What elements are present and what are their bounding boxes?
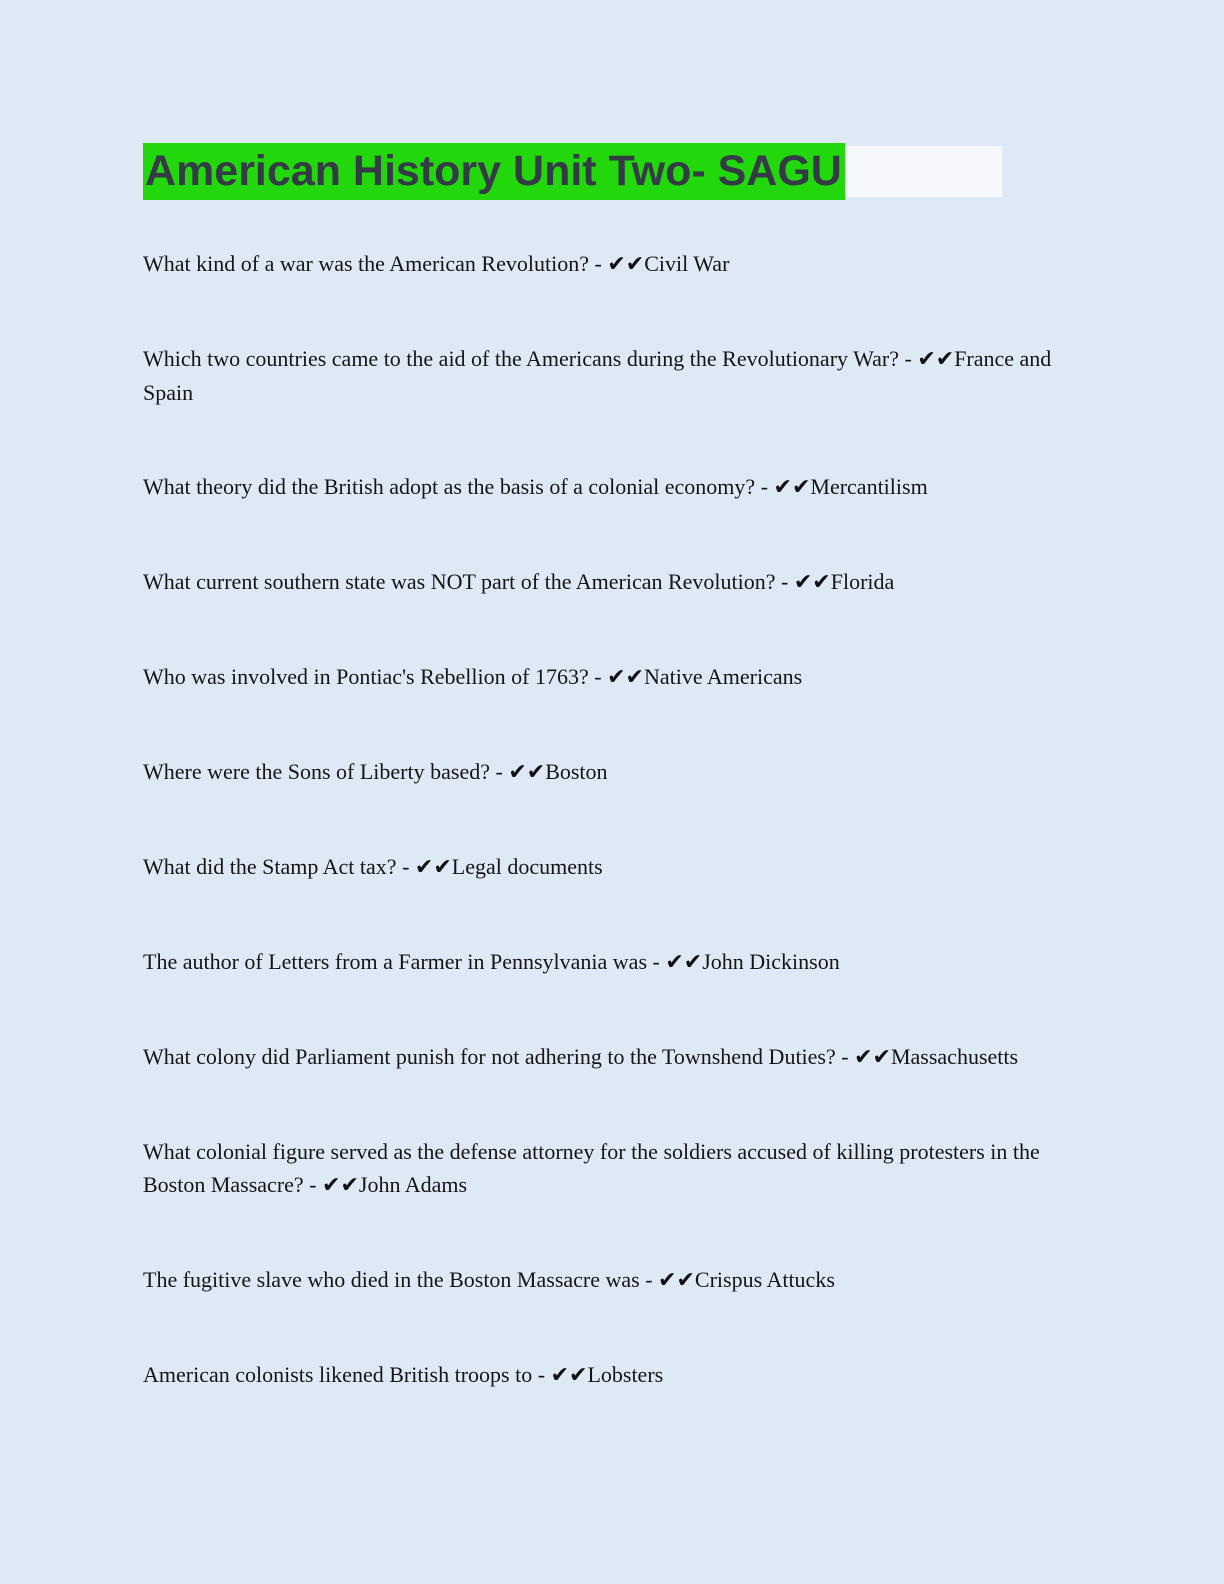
double-check-icon: ✔✔ xyxy=(414,855,452,880)
qa-answer: Legal documents xyxy=(451,854,603,879)
qa-item xyxy=(143,945,1083,979)
qa-item xyxy=(143,1040,1083,1074)
qa-question: What current southern state was NOT part of the American Revolution? xyxy=(143,569,776,594)
qa-question: Who was involved in Pontiac's Rebellion of 1763? xyxy=(143,664,589,689)
answer-separator: - xyxy=(775,569,794,594)
double-check-icon: ✔✔ xyxy=(854,1045,891,1070)
qa-item xyxy=(143,1263,1083,1297)
double-check-icon: ✔✔ xyxy=(773,475,811,500)
double-check-icon: ✔✔ xyxy=(917,347,955,372)
title-trailing-highlight xyxy=(845,146,1002,197)
double-check-icon: ✔✔ xyxy=(665,950,703,975)
qa-question: What colonial figure served as the defense attorney for the soldiers accused of killing protesters in the Boston Massacre? xyxy=(143,1139,1040,1197)
answer-separator: - xyxy=(647,949,666,974)
qa-question: Where were the Sons of Liberty based? xyxy=(143,759,490,784)
qa-item xyxy=(143,850,1083,884)
page-title: American History Unit Two- SAGU xyxy=(143,143,845,200)
answer-separator: - xyxy=(588,664,608,689)
qa-question: American colonists likened British troops to xyxy=(143,1362,533,1387)
double-check-icon: ✔✔ xyxy=(607,252,645,277)
answer-separator: - xyxy=(303,1172,323,1197)
double-check-icon: ✔✔ xyxy=(793,570,831,595)
answer-separator: - xyxy=(755,474,774,499)
answer-separator: - xyxy=(898,346,918,371)
double-check-icon: ✔✔ xyxy=(658,1268,695,1293)
qa-item xyxy=(143,247,1083,281)
qa-answer: John Dickinson xyxy=(702,949,840,974)
qa-question: What did the Stamp Act tax? xyxy=(143,854,397,879)
answer-separator: - xyxy=(396,854,415,879)
qa-question: What theory did the British adopt as the basis of a colonial economy? xyxy=(143,474,756,499)
double-check-icon: ✔✔ xyxy=(322,1173,359,1198)
qa-question: Which two countries came to the aid of the Americans during the Revolutionary War? xyxy=(143,346,899,371)
qa-item xyxy=(143,660,1083,694)
qa-answer: Civil War xyxy=(644,251,730,276)
qa-question: The author of Letters from a Farmer in Pennsylvania was xyxy=(143,949,648,974)
qa-answer: Florida xyxy=(830,569,895,594)
qa-item xyxy=(143,1358,1083,1392)
title-row xyxy=(143,143,1083,200)
qa-item xyxy=(143,470,1083,504)
qa-answer: France and Spain xyxy=(143,346,1052,405)
qa-answer: Mercantilism xyxy=(810,474,928,499)
answer-separator: - xyxy=(532,1362,551,1387)
qa-answer: Boston xyxy=(545,759,608,784)
answer-separator: - xyxy=(639,1267,659,1292)
qa-answer: Massachusetts xyxy=(890,1044,1019,1069)
answer-separator: - xyxy=(588,251,608,276)
double-check-icon: ✔✔ xyxy=(508,760,546,785)
answer-separator: - xyxy=(489,759,509,784)
qa-answer: Crispus Attucks xyxy=(694,1267,835,1292)
double-check-icon: ✔✔ xyxy=(550,1363,588,1388)
qa-answer: John Adams xyxy=(358,1172,468,1197)
qa-item xyxy=(143,565,1083,599)
qa-item xyxy=(143,1135,1083,1202)
qa-question: What colony did Parliament punish for not adhering to the Townshend Duties? xyxy=(143,1044,836,1069)
qa-item xyxy=(143,342,1083,409)
qa-answer: Native Americans xyxy=(643,664,803,689)
answer-separator: - xyxy=(835,1044,855,1069)
qa-answer: Lobsters xyxy=(587,1362,664,1387)
qa-item xyxy=(143,755,1083,789)
double-check-icon: ✔✔ xyxy=(607,665,644,690)
qa-question: What kind of a war was the American Revolution? xyxy=(143,251,589,276)
qa-question: The fugitive slave who died in the Boston Massacre was xyxy=(143,1267,640,1292)
